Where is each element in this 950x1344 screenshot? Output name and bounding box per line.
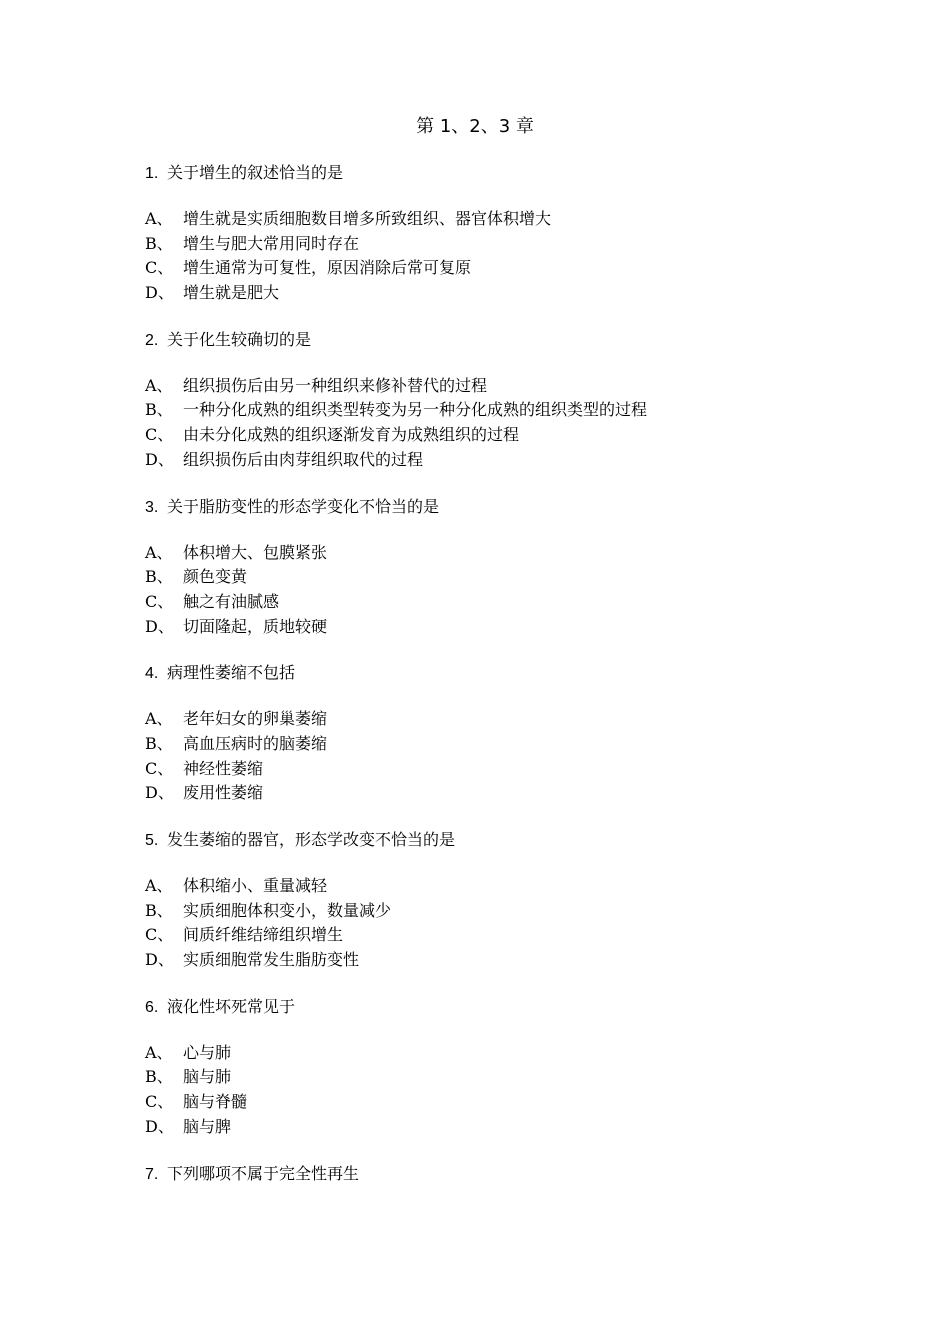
question-item — [145, 660, 865, 806]
option-letter: B、 — [145, 733, 173, 753]
option-letter: D、 — [145, 283, 174, 303]
option-text: 切面隆起，质地较硬 — [183, 616, 328, 636]
answer-option — [145, 1065, 865, 1090]
question-item — [145, 1161, 865, 1187]
answer-option — [145, 207, 865, 232]
option-letter: D、 — [145, 950, 174, 970]
option-text: 由未分化成熟的组织逐渐发育为成熟组织的过程 — [183, 425, 520, 445]
question-text: 发生萎缩的器官，形态学改变不恰当的是 — [167, 830, 456, 849]
question-text: 液化性坏死常见于 — [167, 996, 296, 1016]
question-stem — [145, 660, 865, 686]
option-text: 心与肺 — [183, 1042, 232, 1062]
question-text: 关于脂肪变性的形态学变化不恰当的是 — [167, 496, 440, 516]
option-letter: A、 — [145, 542, 173, 562]
answer-option — [145, 374, 865, 399]
option-text: 一种分化成熟的组织类型转变为另一种分化成熟的组织类型的过程 — [183, 400, 648, 420]
option-text: 脑与脾 — [183, 1116, 232, 1136]
option-text: 脑与肺 — [183, 1067, 232, 1087]
question-text: 关于增生的叙述恰当的是 — [167, 163, 344, 182]
option-letter: A、 — [145, 209, 173, 228]
question-stem — [145, 327, 865, 353]
answer-option — [145, 615, 865, 640]
question-stem — [145, 994, 865, 1020]
question-item — [145, 827, 865, 973]
answer-option — [145, 1090, 865, 1115]
answer-option — [145, 1115, 865, 1140]
question-text: 下列哪项不属于完全性再生 — [167, 1163, 360, 1183]
option-letter: C、 — [145, 425, 174, 445]
question-list — [145, 160, 865, 1187]
question-text: 关于化生较确切的是 — [167, 329, 312, 349]
option-list — [145, 541, 865, 640]
option-list — [145, 874, 865, 973]
answer-option — [145, 448, 865, 473]
option-letter: A、 — [145, 709, 173, 729]
option-text: 脑与脊髓 — [183, 1092, 248, 1112]
option-text: 组织损伤后由另一种组织来修补替代的过程 — [183, 375, 488, 395]
answer-option — [145, 923, 865, 948]
option-text: 老年妇女的卵巢萎缩 — [183, 709, 328, 729]
option-text: 增生就是实质细胞数目增多所致组织、器官体积增大 — [183, 209, 552, 228]
option-letter: B、 — [145, 400, 173, 420]
option-text: 组织损伤后由肉芽组织取代的过程 — [183, 449, 424, 469]
question-number: 4. — [145, 665, 159, 683]
option-text: 增生就是肥大 — [183, 283, 280, 303]
option-letter: D、 — [145, 449, 174, 469]
option-text: 体积增大、包膜紧张 — [183, 542, 328, 562]
option-letter: C、 — [145, 1092, 174, 1112]
answer-option — [145, 707, 865, 732]
question-number: 1. — [145, 165, 159, 182]
question-item — [145, 494, 865, 640]
answer-option — [145, 565, 865, 590]
option-letter: D、 — [145, 616, 174, 636]
question-number: 2. — [145, 331, 159, 349]
option-letter: B、 — [145, 233, 173, 253]
answer-option — [145, 781, 865, 806]
answer-option — [145, 899, 865, 924]
answer-option — [145, 398, 865, 423]
option-letter: C、 — [145, 925, 174, 945]
question-item — [145, 327, 865, 473]
option-text: 增生与肥大常用同时存在 — [183, 233, 360, 253]
answer-option — [145, 874, 865, 899]
option-letter: D、 — [145, 783, 174, 803]
question-number: 6. — [145, 998, 159, 1016]
option-list — [145, 374, 865, 473]
question-number: 7. — [145, 1165, 159, 1183]
answer-option — [145, 948, 865, 973]
option-letter: B、 — [145, 900, 173, 920]
option-letter: C、 — [145, 258, 174, 278]
option-letter: A、 — [145, 1042, 173, 1062]
answer-option — [145, 1041, 865, 1066]
option-text: 颜色变黄 — [183, 567, 248, 587]
question-item — [145, 160, 865, 306]
option-text: 实质细胞常发生脂肪变性 — [183, 950, 360, 970]
answer-option — [145, 590, 865, 615]
option-text: 增生通常为可复性，原因消除后常可复原 — [183, 258, 472, 278]
option-letter: C、 — [145, 591, 174, 611]
option-text: 体积缩小、重量减轻 — [183, 876, 328, 895]
answer-option — [145, 256, 865, 281]
question-stem — [145, 494, 865, 520]
option-letter: A、 — [145, 375, 173, 395]
answer-option — [145, 232, 865, 257]
option-text: 废用性萎缩 — [183, 783, 264, 803]
option-letter: A、 — [145, 876, 173, 895]
option-text: 高血压病时的脑萎缩 — [183, 733, 328, 753]
question-item — [145, 994, 865, 1140]
question-text: 病理性萎缩不包括 — [167, 663, 296, 683]
answer-option — [145, 757, 865, 782]
option-list — [145, 1041, 865, 1140]
option-letter: B、 — [145, 567, 173, 587]
page-title: 第 1、2、3 章 — [416, 116, 534, 137]
option-list — [145, 707, 865, 806]
answer-option — [145, 423, 865, 448]
question-stem — [145, 827, 865, 853]
option-letter: D、 — [145, 1116, 174, 1136]
question-stem — [145, 1161, 865, 1187]
option-text: 实质细胞体积变小，数量减少 — [183, 900, 392, 920]
option-letter: C、 — [145, 758, 174, 778]
question-stem — [145, 160, 865, 186]
option-text: 间质纤维结缔组织增生 — [183, 925, 344, 945]
answer-option — [145, 732, 865, 757]
question-number: 3. — [145, 498, 159, 516]
answer-option — [145, 541, 865, 566]
option-letter: B、 — [145, 1067, 173, 1087]
option-text: 触之有油腻感 — [183, 591, 280, 611]
option-list — [145, 207, 865, 306]
option-text: 神经性萎缩 — [183, 758, 264, 778]
question-number: 5. — [145, 832, 159, 849]
answer-option — [145, 281, 865, 306]
